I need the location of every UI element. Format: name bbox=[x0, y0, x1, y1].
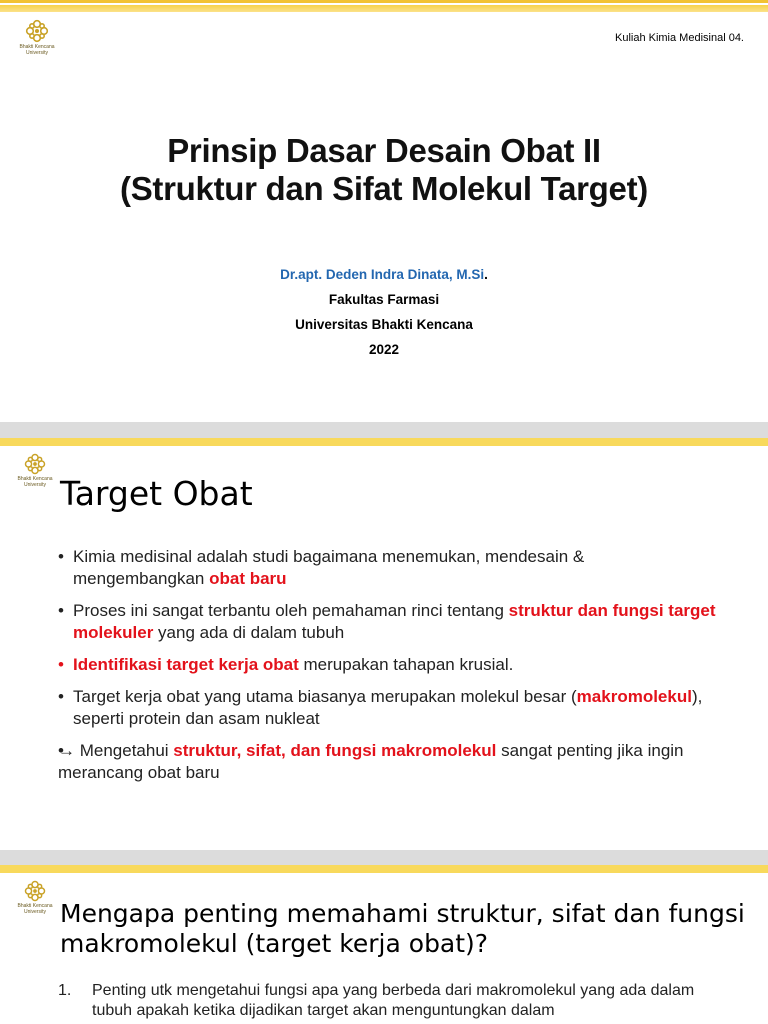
university-logo bbox=[14, 879, 56, 925]
bullet-highlight: obat baru bbox=[209, 569, 287, 588]
author-line bbox=[0, 262, 768, 287]
author-name: Dr.apt. Deden Indra Dinata, M.Si bbox=[280, 267, 485, 282]
target-obat-slide bbox=[0, 438, 768, 850]
flower-emblem-icon bbox=[24, 18, 50, 44]
conclusion-line bbox=[58, 740, 718, 784]
bullet-text: Proses ini sangat terbantu oleh pemahaman rinci tentang bbox=[73, 601, 509, 620]
university-logo bbox=[14, 452, 56, 498]
bullet-item bbox=[58, 600, 718, 644]
bullet-highlight: Identifikasi target kerja obat bbox=[73, 655, 299, 674]
bullet-item bbox=[58, 686, 718, 730]
item-text: Penting utk mengetahui fungsi apa yang berbeda dari makromolekul yang ada dalam tubuh apakah ketika dijadikan target akan menguntungkan dalam bbox=[92, 982, 695, 1019]
title-slide bbox=[0, 0, 768, 422]
logo-subtext: University bbox=[24, 482, 46, 488]
bullet-item bbox=[58, 654, 718, 676]
bullet-highlight: makromolekul bbox=[576, 687, 692, 706]
flower-emblem-icon bbox=[23, 452, 47, 476]
bullet-item bbox=[58, 546, 718, 590]
logo-text: Bhakti Kencana bbox=[17, 476, 53, 482]
logo-text: Bhakti Kencana bbox=[17, 903, 53, 909]
bullet-text: Kimia medisinal adalah studi bagaimana menemukan, mendesain & mengembangkan bbox=[73, 547, 585, 588]
bullet-tail: yang ada di dalam tubuh bbox=[153, 623, 345, 642]
title-line-1: Prinsip Dasar Desain Obat II bbox=[167, 132, 601, 169]
top-accent-bar bbox=[0, 865, 768, 873]
logo-subtext: University bbox=[26, 50, 48, 56]
flower-emblem-icon bbox=[23, 879, 47, 903]
conclusion-tail: sangat penting jika ingin merancang obat baru bbox=[58, 741, 684, 782]
bullet-tail: merupakan tahapan krusial. bbox=[298, 655, 514, 674]
faculty: Fakultas Farmasi bbox=[328, 292, 440, 307]
university: Universitas Bhakti Kencana bbox=[295, 317, 473, 332]
top-accent-bar bbox=[0, 0, 768, 12]
bullet-text: Target kerja obat yang utama biasanya merupakan molekul besar ( bbox=[73, 687, 577, 706]
title-line-2: (Struktur dan Sifat Molekul Target) bbox=[120, 170, 648, 207]
slide-title: Mengapa penting memahami struktur, sifat dan fungsi makromolekul (target kerja obat)? bbox=[60, 899, 745, 958]
bullet-highlight: struktur dan fungsi target molekuler bbox=[73, 601, 716, 642]
numbered-list bbox=[58, 981, 738, 1021]
logo-subtext: University bbox=[24, 909, 46, 915]
list-item bbox=[58, 981, 738, 1021]
author-suffix: . bbox=[484, 267, 488, 282]
slide-title bbox=[0, 132, 768, 208]
author-block bbox=[0, 262, 768, 362]
slide-title: Target Obat bbox=[60, 474, 253, 513]
course-label: Kuliah Kimia Medisinal 04. bbox=[614, 32, 744, 44]
bullet-tail: ), seperti protein dan asam nukleat bbox=[73, 687, 703, 728]
conclusion-text: Mengetahui bbox=[75, 741, 174, 760]
bullet-list bbox=[58, 546, 718, 794]
why-important-slide bbox=[0, 865, 768, 1024]
logo-text: Bhakti Kencana bbox=[19, 44, 55, 50]
year: 2022 bbox=[368, 342, 400, 357]
arrow-icon: → bbox=[58, 741, 75, 760]
university-logo bbox=[16, 18, 58, 64]
conclusion-highlight: struktur, sifat, dan fungsi makromolekul bbox=[173, 741, 497, 760]
item-number: 1. bbox=[58, 982, 72, 999]
top-accent-bar bbox=[0, 438, 768, 446]
